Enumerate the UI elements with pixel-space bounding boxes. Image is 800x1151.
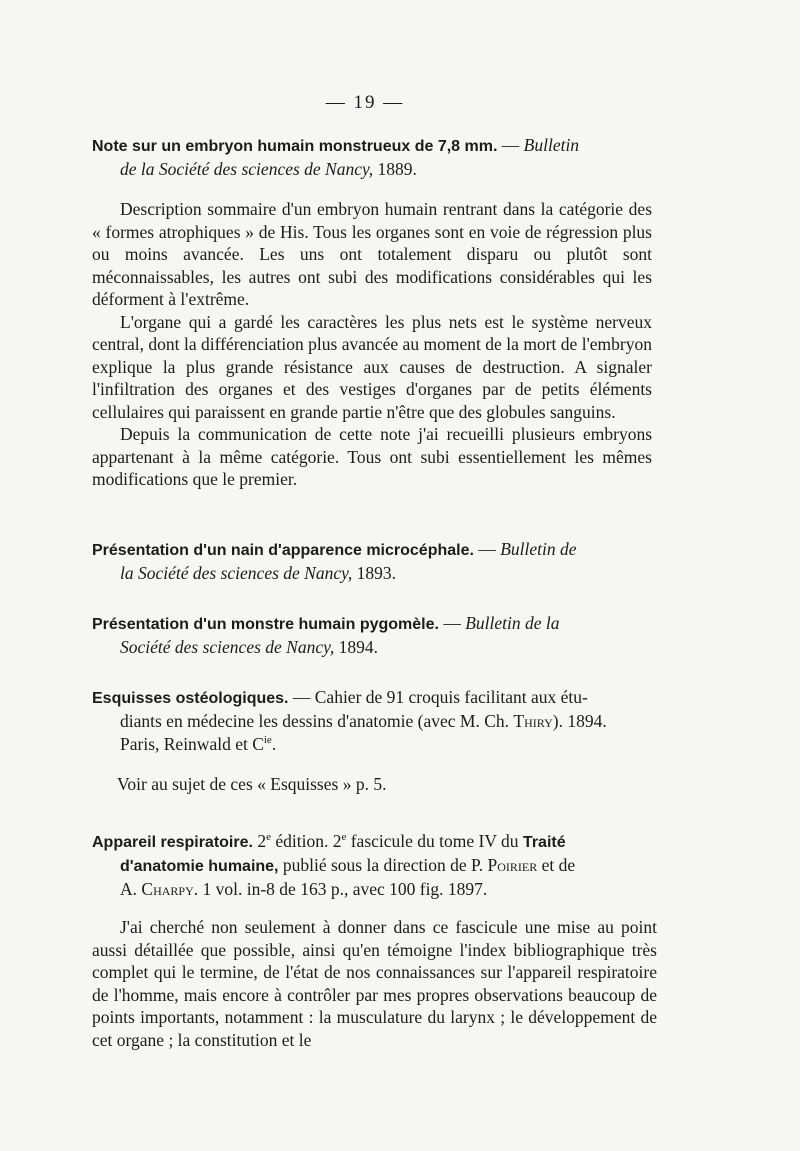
superscript: e: [341, 831, 347, 844]
page-number: — 19 —: [325, 92, 405, 113]
entry-text: et de: [537, 855, 576, 875]
entry-text: publié sous la direction de P.: [278, 855, 488, 875]
entry-title: Appareil respiratoire.: [92, 834, 253, 851]
entry-title-bold: d'anatomie humaine,: [120, 858, 279, 875]
entry-title: Présentation d'un nain d'apparence microcéphale.: [92, 542, 474, 559]
entry-esquisses: [92, 686, 652, 756]
paragraph: L'organe qui a gardé les caractères les plus nets est le système nerveux central, dont la différenciation plus avancée au moment de la mort de l'embryon explique la plus grande résistance aux causes de destruction. A signaler l'infiltration des organes et des vestiges d'organes par de petits éléments cellulaires qui paraissent en grande partie n'être que des globules sanguins.: [92, 311, 652, 422]
appareil-description: [92, 916, 657, 1051]
entry-monstre: [92, 612, 652, 659]
paragraph: J'ai cherché non seulement à donner dans ce fascicule une mise au point aussi détaillée que possible, ainsi qu'en témoigne l'index bibliographique très complet qui le termine, de l'état de nos connaissances sur l'appareil respiratoire de l'homme, mais encore à contrôler par mes propres observations beaucoup de points importants, notamment : la musculature du larynx ; le développement de cet organe ; la constitution et le: [92, 917, 657, 1050]
entry-title: Présentation d'un monstre humain pygomèle.: [92, 616, 439, 633]
entry-text: 2: [252, 831, 267, 851]
entry-text: Paris, Reinwald et C: [120, 734, 264, 754]
entry-nain: [92, 538, 652, 585]
author-name: Poirier: [487, 855, 538, 875]
superscript: e: [266, 831, 271, 844]
entry-text: . 1 vol. in-8 de 163 p., avec 100 fig. 1897.: [193, 879, 488, 899]
entry-text: A.: [120, 879, 142, 899]
entry-year: 1894.: [334, 637, 379, 657]
superscript: ie: [263, 734, 272, 747]
entry-embryon: [92, 134, 657, 181]
entry-dash: —: [473, 539, 501, 559]
author-name: Thiry: [513, 711, 553, 731]
entry-title: Esquisses ostéologiques.: [92, 690, 289, 707]
paragraph: Description sommaire d'un embryon humain rentrant dans la catégorie des « formes atrophiques » de His. Tous les organes sont en voie de régression plus ou moins avancée. Les uns ont totalement disparu ou plutôt sont méconnaissables, les autres ont subi des modifications considérables qui les déforment à l'extrême.: [92, 199, 652, 309]
entry-source-cont: Société des sciences de Nancy,: [120, 637, 335, 657]
entry-text: fascicule du tome IV du: [346, 831, 523, 851]
entry-dash: —: [438, 613, 466, 633]
author-name: Charpy: [141, 879, 194, 899]
entry-text: diants en médecine les dessins d'anatomie (avec M. Ch.: [120, 711, 514, 731]
entry-year: 1889.: [373, 159, 417, 179]
entry-text: .: [271, 734, 277, 754]
entry-year: 1893.: [352, 563, 397, 583]
entry-text: — Cahier de 91 croquis facilitant aux étu-: [288, 687, 588, 707]
entry-source-cont: la Société des sciences de Nancy,: [120, 563, 353, 583]
embryon-description: [92, 198, 652, 491]
entry-dash: —: [497, 135, 524, 155]
entry-source-cont: de la Société des sciences de Nancy,: [120, 159, 374, 179]
entry-title: Note sur un embryon humain monstrueux de 7,8 mm.: [92, 138, 498, 155]
entry-title-bold: Traité: [522, 834, 566, 851]
entry-source: Bulletin: [523, 135, 580, 155]
entry-source: Bulletin de: [500, 539, 577, 559]
entry-text: édition. 2: [270, 831, 342, 851]
entry-source: Bulletin de la: [465, 613, 560, 633]
paragraph: Depuis la communication de cette note j'ai recueilli plusieurs embryons appartenant à la même catégorie. Tous ont subi essentiellement les mêmes modifications que le premier.: [92, 424, 652, 489]
entry-text: ). 1894.: [552, 711, 607, 731]
entry-appareil: [92, 830, 657, 901]
esquisses-note: Voir au sujet de ces « Esquisses » p. 5.: [117, 774, 387, 794]
